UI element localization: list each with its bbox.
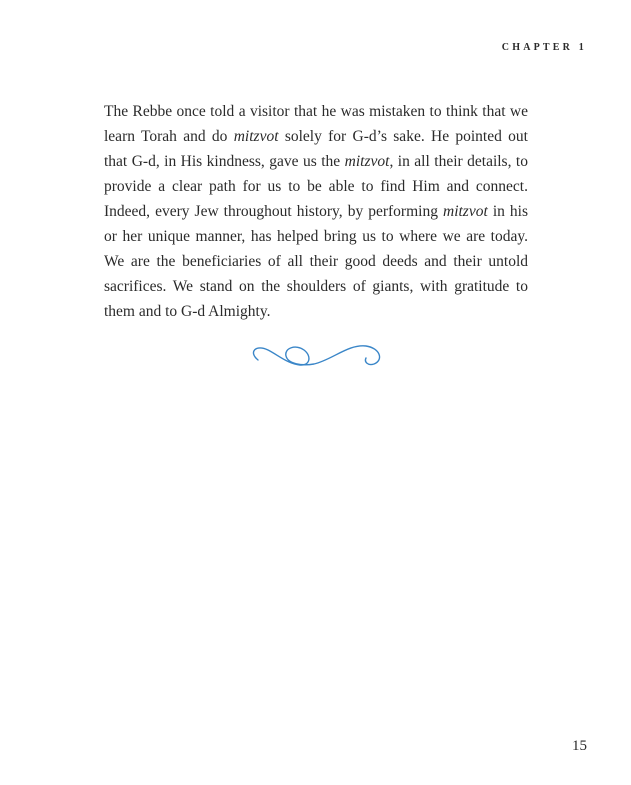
- italic-term: mitzvot: [233, 128, 279, 145]
- page-number: 15: [572, 738, 587, 754]
- text-segment: The Rebbe once told a visitor that he was mistaken to think that we learn Torah and do: [104, 103, 528, 145]
- text-segment: , in all their details, to provide a clear path for us to be able to find Him and connect. Indeed, every Jew throughout history, by performing: [104, 153, 528, 220]
- italic-term: mitzvot: [443, 203, 488, 220]
- italic-term: mitzvot: [344, 153, 390, 170]
- body-paragraph: [104, 99, 528, 324]
- text-segment: solely for G-d’s sake. He pointed out that G-d, in His kindness, gave us the: [104, 128, 528, 170]
- flourish-ornament-icon: [248, 336, 386, 374]
- running-head: CHAPTER 1: [501, 42, 587, 53]
- flourish-path: [253, 346, 379, 365]
- text-segment: in his or her unique manner, has helped bring us to where we are today. We are the beneficiaries of all their good deeds and their untold sacrifices. We stand on the shoulders of giants, with gratitude to them and to G-d Almighty.: [104, 203, 528, 320]
